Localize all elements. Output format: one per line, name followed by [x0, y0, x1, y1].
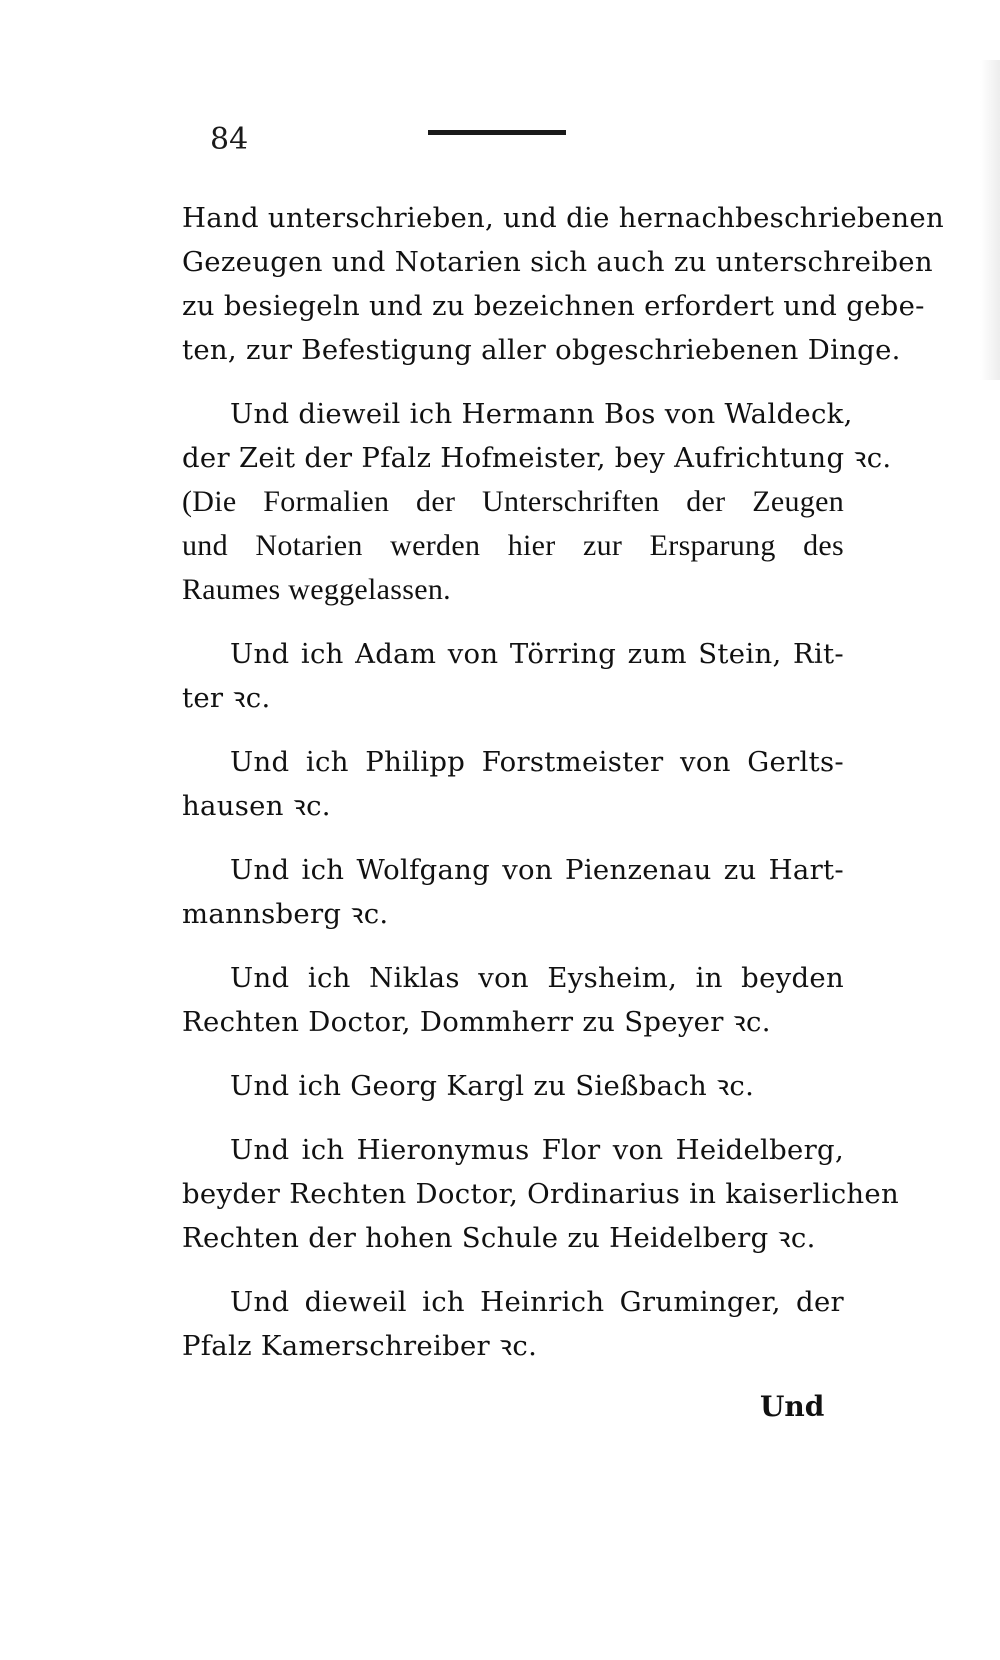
text-line: und Notarien werden hier zur Ersparung des: [182, 529, 844, 562]
text-line: Und ich Hieronymus Flor von Heidelberg,: [230, 1134, 844, 1166]
text-line: Und ich Philipp Forstmeister von Gerlts-: [230, 746, 844, 778]
text-line: Und ich Adam von Törring zum Stein, Rit-: [230, 638, 844, 670]
text-line: zu besiegeln und zu bezeichnen erfordert und gebe-: [182, 290, 925, 322]
text-line: ter ꝛc.: [182, 682, 271, 714]
page-edge-shadow: [980, 60, 1000, 380]
text-line: Und ich Niklas von Eysheim, in beyden: [230, 962, 844, 994]
catchword: Und: [760, 1390, 825, 1423]
page-body: [182, 196, 944, 1388]
text-line: Und ich Georg Kargl zu Sießbach ꝛc.: [230, 1070, 755, 1102]
text-line: Pfalz Kamerschreiber ꝛc.: [182, 1330, 538, 1362]
text-line: Und dieweil ich Hermann Bos von Waldeck,: [230, 398, 853, 430]
header-rule: [428, 130, 566, 135]
text-line: Und dieweil ich Heinrich Gruminger, der: [230, 1286, 844, 1318]
paragraph-hieronymus-flor: [182, 1128, 899, 1260]
text-line: ten, zur Befestigung aller obgeschriebenen Dinge.: [182, 334, 901, 366]
text-line: Rechten Doctor, Dommherr zu Speyer ꝛc.: [182, 1006, 771, 1038]
text-line: Gezeugen und Notarien sich auch zu unterschreiben: [182, 246, 933, 278]
text-line: beyder Rechten Doctor, Ordinarius in kaiserlichen: [182, 1178, 899, 1210]
paragraph-niklas-eysheim: [182, 956, 844, 1044]
paragraph-philipp-forstmeister: [182, 740, 844, 828]
paragraph-wolfgang-pienzenau: [182, 848, 844, 936]
text-line: Und ich Wolfgang von Pienzenau zu Hart-: [230, 854, 844, 886]
paragraph-hermann-bos: [182, 392, 892, 612]
paragraph-georg-kargl: [182, 1064, 844, 1108]
text-line: Raumes weggelassen.: [182, 573, 451, 606]
text-line: Rechten der hohen Schule zu Heidelberg ꝛc.: [182, 1222, 816, 1254]
paragraph-signatures-intro: [182, 196, 944, 372]
text-line: (Die Formalien der Unterschriften der Zeugen: [182, 485, 844, 518]
page-number: 84: [210, 122, 249, 157]
text-line: Hand unterschrieben, und die hernachbeschriebenen: [182, 202, 944, 234]
paragraph-adam-torring: [182, 632, 844, 720]
text-line: mannsberg ꝛc.: [182, 898, 389, 930]
text-line: der Zeit der Pfalz Hofmeister, bey Aufrichtung ꝛc.: [182, 442, 892, 474]
paragraph-heinrich-gruminger: [182, 1280, 844, 1368]
text-line: hausen ꝛc.: [182, 790, 331, 822]
